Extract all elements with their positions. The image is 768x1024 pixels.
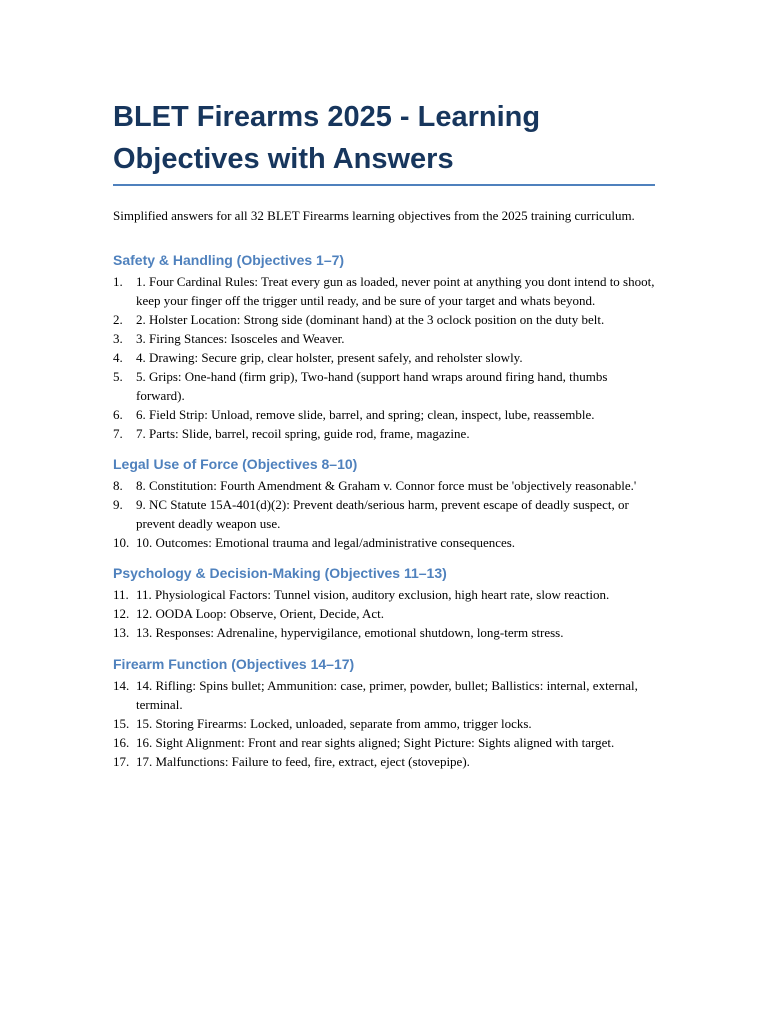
list-item-text: 6. Field Strip: Unload, remove slide, barrel, and spring; clean, inspect, lube, reassemble. <box>136 407 595 422</box>
list-number: 8. <box>113 478 123 493</box>
section-heading: Safety & Handling (Objectives 1–7) <box>113 252 345 268</box>
list-item-text: 4. Drawing: Secure grip, clear holster, present safely, and reholster slowly. <box>136 350 523 365</box>
list-item <box>113 604 655 623</box>
list-number: 3. <box>113 331 123 346</box>
list-item-text: 15. Storing Firearms: Locked, unloaded, separate from ammo, trigger locks. <box>136 716 532 731</box>
list-item-text: 11. Physiological Factors: Tunnel vision, auditory exclusion, high heart rate, slow reaction. <box>136 587 610 602</box>
list-item-text: 3. Firing Stances: Isosceles and Weaver. <box>136 331 345 346</box>
list-item <box>113 733 655 752</box>
list-number: 17. <box>113 754 130 769</box>
list-item <box>113 533 655 552</box>
list-item-text: 9. NC Statute 15A-401(d)(2): Prevent death/serious harm, prevent escape of deadly suspect, or prevent deadly weapon use. <box>136 497 629 531</box>
section-legal-use-of-force <box>113 454 655 552</box>
objective-list <box>113 272 655 443</box>
list-number: 7. <box>113 426 123 441</box>
list-item <box>113 405 655 424</box>
list-item <box>113 329 655 348</box>
objective-list <box>113 676 655 771</box>
list-item-text: 7. Parts: Slide, barrel, recoil spring, guide rod, frame, magazine. <box>136 426 470 441</box>
list-item <box>113 424 655 443</box>
list-number: 6. <box>113 407 123 422</box>
list-item <box>113 348 655 367</box>
document-page <box>113 96 655 771</box>
list-number: 1. <box>113 274 123 289</box>
document-title: BLET Firearms 2025 - Learning Objectives with Answers <box>113 101 541 175</box>
list-number: 4. <box>113 350 123 365</box>
list-item-text: 1. Four Cardinal Rules: Treat every gun as loaded, never point at anything you dont intend to shoot, keep your finger off the trigger until ready, and be sure of your target and whats beyond. <box>136 274 655 308</box>
list-item-text: 8. Constitution: Fourth Amendment & Graham v. Connor force must be 'objectively reasonable.' <box>136 478 637 493</box>
list-number: 2. <box>113 312 123 327</box>
section-psychology-decision-making <box>113 563 655 642</box>
list-number: 10. <box>113 535 130 550</box>
objective-list <box>113 585 655 642</box>
list-item <box>113 272 655 310</box>
list-item-text: 16. Sight Alignment: Front and rear sights aligned; Sight Picture: Sights aligned with target. <box>136 735 615 750</box>
list-item <box>113 367 655 405</box>
list-item-text: 5. Grips: One-hand (firm grip), Two-hand (support hand wraps around firing hand, thumbs forward). <box>136 369 608 403</box>
list-item-text: 2. Holster Location: Strong side (dominant hand) at the 3 oclock position on the duty belt. <box>136 312 605 327</box>
list-item <box>113 310 655 329</box>
section-firearm-function <box>113 654 655 771</box>
list-item-text: 10. Outcomes: Emotional trauma and legal/administrative consequences. <box>136 535 516 550</box>
list-item <box>113 585 655 604</box>
list-item <box>113 476 655 495</box>
list-number: 9. <box>113 497 123 512</box>
section-heading: Legal Use of Force (Objectives 8–10) <box>113 456 358 472</box>
list-item <box>113 752 655 771</box>
list-item-text: 17. Malfunctions: Failure to feed, fire, extract, eject (stovepipe). <box>136 754 470 769</box>
list-number: 14. <box>113 678 130 693</box>
list-item <box>113 676 655 714</box>
list-item <box>113 714 655 733</box>
intro-paragraph: Simplified answers for all 32 BLET Firearms learning objectives from the 2025 training curriculum. <box>113 208 635 223</box>
list-number: 13. <box>113 625 130 640</box>
list-number: 11. <box>113 587 129 602</box>
list-item <box>113 495 655 533</box>
list-number: 5. <box>113 369 123 384</box>
section-heading: Psychology & Decision-Making (Objectives 11–13) <box>113 565 447 581</box>
list-number: 16. <box>113 735 130 750</box>
objective-list <box>113 476 655 552</box>
list-item-text: 14. Rifling: Spins bullet; Ammunition: case, primer, powder, bullet; Ballistics: internal, external, terminal. <box>136 678 638 712</box>
list-number: 15. <box>113 716 130 731</box>
list-number: 12. <box>113 606 130 621</box>
section-heading: Firearm Function (Objectives 14–17) <box>113 656 355 672</box>
list-item <box>113 623 655 642</box>
title-underline <box>113 184 655 186</box>
section-safety-handling <box>113 250 655 443</box>
list-item-text: 12. OODA Loop: Observe, Orient, Decide, Act. <box>136 606 385 621</box>
list-item-text: 13. Responses: Adrenaline, hypervigilance, emotional shutdown, long-term stress. <box>136 625 564 640</box>
